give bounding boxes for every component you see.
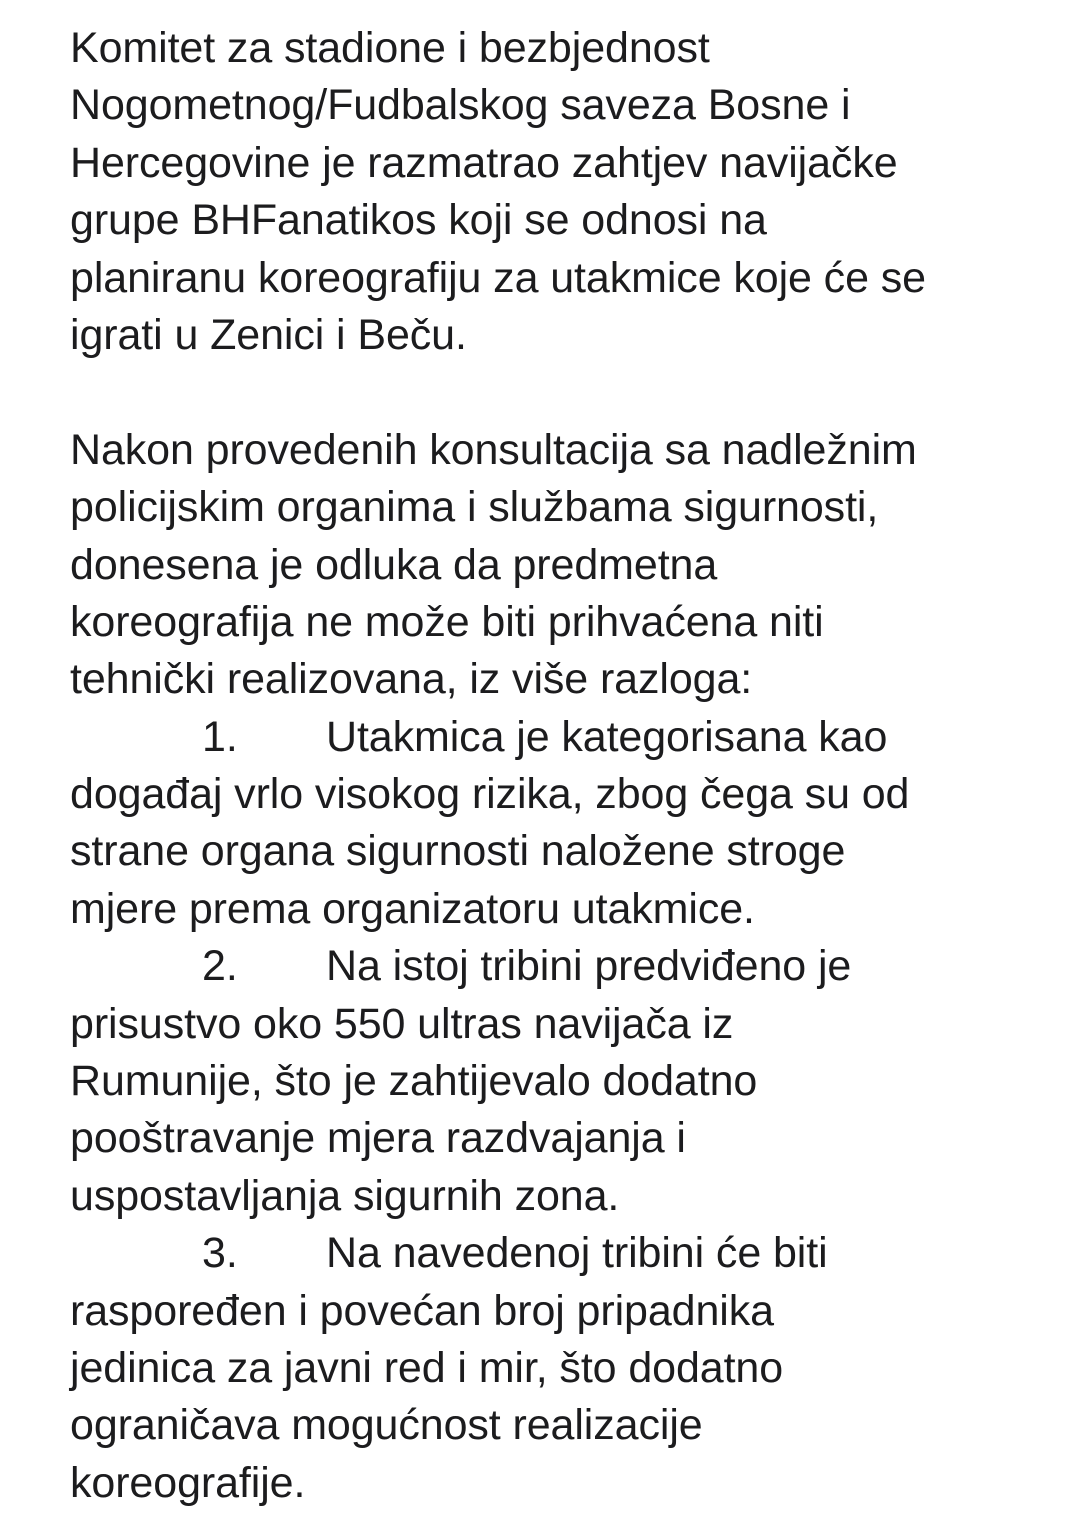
text-line: koreografije. bbox=[70, 1458, 306, 1507]
text-line: tehnički realizovana, iz više razloga: bbox=[70, 655, 753, 704]
text-line: planiranu koreografiju za utakmice koje će se bbox=[70, 253, 926, 302]
text-line: ograničava mogućnost realizacije bbox=[70, 1401, 703, 1450]
list-text: Na navedenoj tribini će biti bbox=[326, 1229, 828, 1278]
text-line: Rumunije, što je zahtijevalo dodatno bbox=[70, 1057, 758, 1106]
text-line: Hercegovine je razmatrao zahtjev navijačke bbox=[70, 138, 898, 187]
list-number: 1. bbox=[202, 712, 238, 761]
paragraph-gap bbox=[70, 364, 1060, 421]
text-line: prisustvo oko 550 ultras navijača iz bbox=[70, 999, 734, 1048]
text-line: Komitet za stadione i bezbjednost bbox=[70, 24, 710, 72]
list-item-1 bbox=[70, 709, 1060, 939]
decision-paragraph bbox=[70, 422, 1060, 709]
list-text: Utakmica je kategorisana kao bbox=[326, 712, 888, 761]
text-line: uspostavljanja sigurnih zona. bbox=[70, 1171, 620, 1220]
list-number: 3. bbox=[202, 1229, 238, 1278]
intro-paragraph bbox=[70, 20, 1060, 364]
text-line: policijskim organima i službama sigurnosti, bbox=[70, 483, 879, 532]
list-item-first-line bbox=[70, 938, 1060, 995]
text-line: raspoređen i povećan broj pripadnika bbox=[70, 1286, 774, 1335]
text-line: mjere prema organizatoru utakmice. bbox=[70, 884, 755, 933]
text-line: donesena je odluka da predmetna bbox=[70, 540, 718, 589]
list-item-2 bbox=[70, 938, 1060, 1225]
list-item-first-line bbox=[70, 709, 1060, 766]
list-item-3 bbox=[70, 1225, 1060, 1512]
text-line: jedinica za javni red i mir, što dodatno bbox=[70, 1343, 784, 1392]
text-line: Nogometnog/Fudbalskog saveza Bosne i bbox=[70, 81, 851, 130]
reasons-list bbox=[70, 709, 1060, 1512]
text-line: koreografija ne može biti prihvaćena niti bbox=[70, 597, 824, 646]
text-line: pooštravanje mjera razdvajanja i bbox=[70, 1114, 686, 1163]
text-line: događaj vrlo visokog rizika, zbog čega su od bbox=[70, 770, 910, 819]
list-number: 2. bbox=[202, 942, 238, 991]
text-line: grupe BHFanatikos koji se odnosi na bbox=[70, 196, 767, 245]
list-item-first-line bbox=[70, 1225, 1060, 1282]
text-line: strane organa sigurnosti naložene stroge bbox=[70, 827, 846, 876]
document-body bbox=[70, 20, 1060, 1512]
text-line: Nakon provedenih konsultacija sa nadležnim bbox=[70, 425, 917, 474]
list-text: Na istoj tribini predviđeno je bbox=[326, 942, 852, 991]
text-line: igrati u Zenici i Beču. bbox=[70, 310, 467, 359]
